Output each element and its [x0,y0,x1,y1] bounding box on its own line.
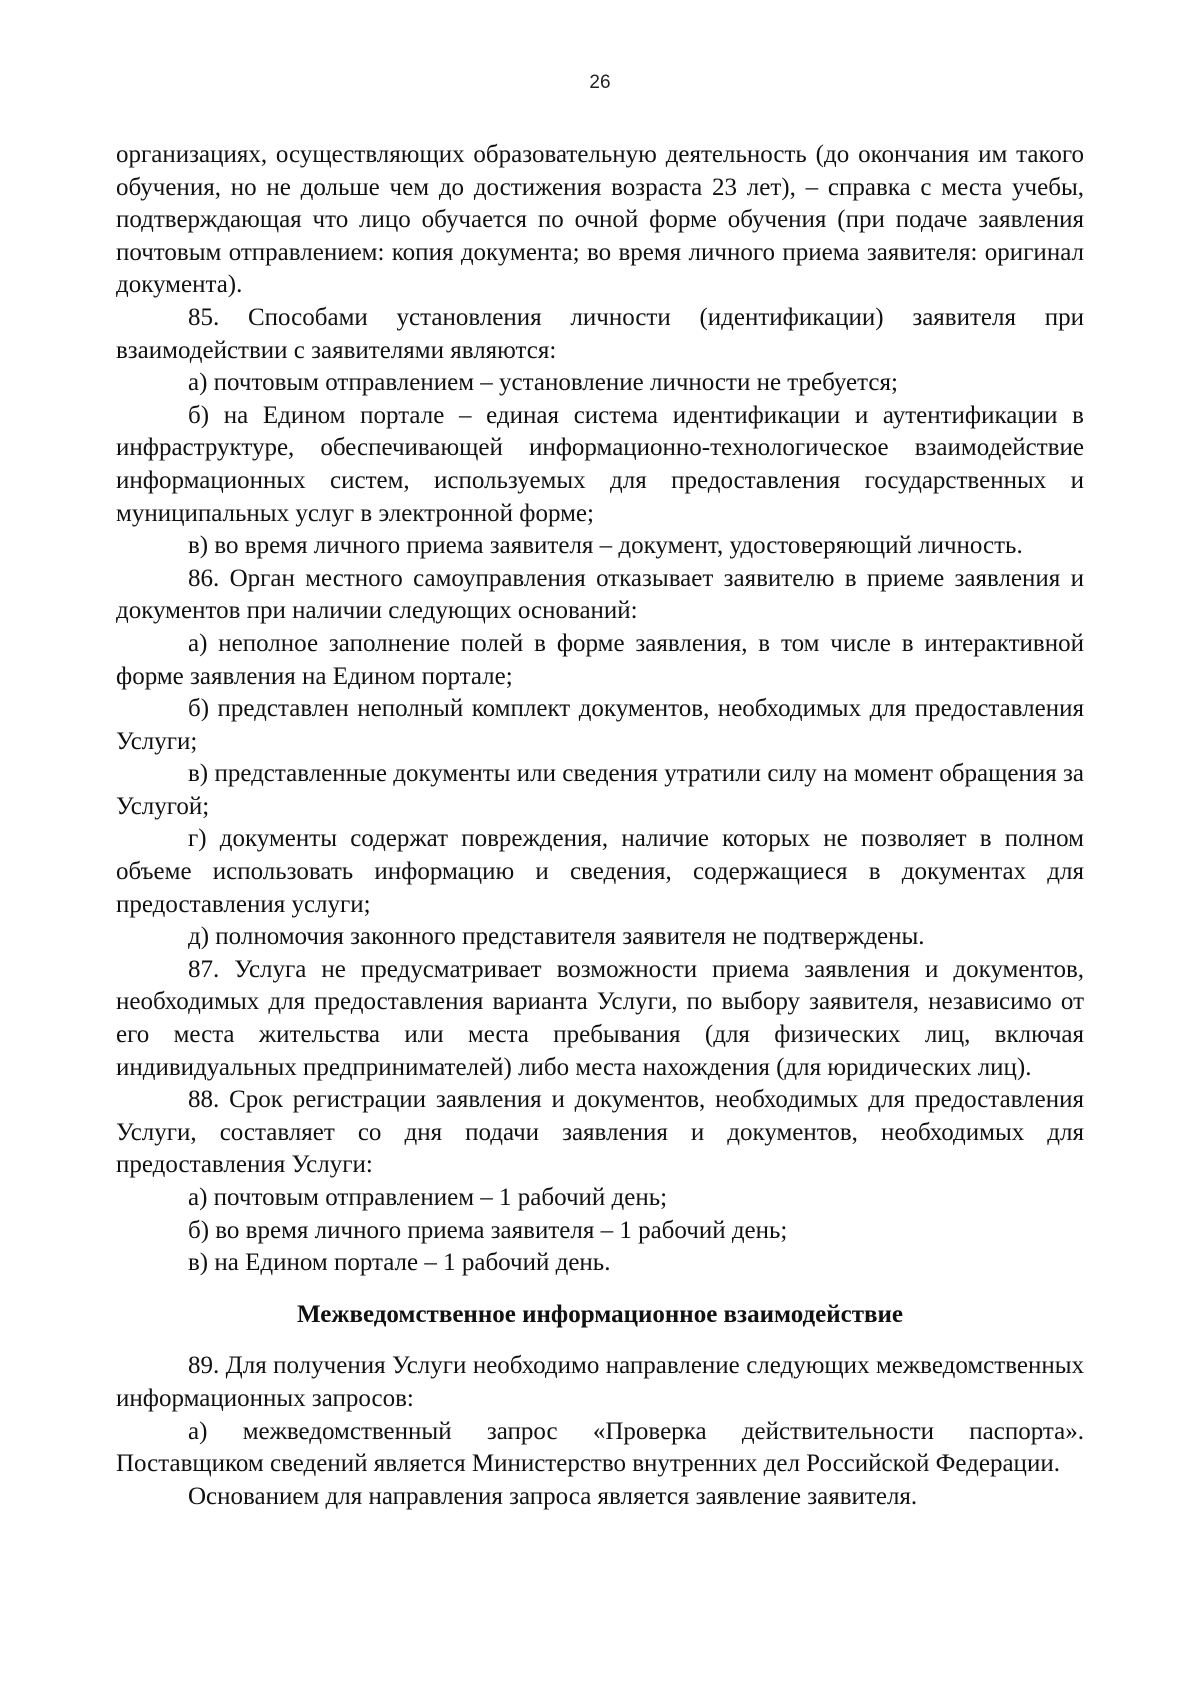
paragraph-86: 86. Орган местного самоуправления отказывает заявителю в приеме заявления и документов при наличии следующих оснований: [116,564,1084,625]
paragraph-85: 85. Способами установления личности (идентификации) заявителя при взаимодействии с заявителями являются: [116,303,1084,364]
list-item-85a: а) почтовым отправлением – установление личности не требуется; [188,369,898,397]
paragraph-89: 89. Для получения Услуги необходимо направление следующих межведомственных информационных запросов: [116,1352,1084,1412]
document-body [116,139,1084,1513]
list-item-86b: б) представлен неполный комплект документов, необходимых для предоставления Услуги; [116,695,1084,755]
list-item-89a: а) межведомственный запрос «Проверка действительности паспорта». Поставщиком сведений является Министерство внутренних дел Российской Федерации. [116,1417,1084,1478]
list-item-85b: б) на Едином портале – единая система идентификации и аутентификации в инфраструктуре, обеспечивающей информационно-технологическое взаимодействие информационных систем, используемых для предоставления государственных и муниципальных услуг в электронной форме; [116,401,1084,527]
list-item-86e: д) полномочия законного представителя заявителя не подтверждены. [188,923,925,951]
paragraph-87: 87. Услуга не предусматривает возможности приема заявления и документов, необходимых для предоставления варианта Услуги, по выбору заявителя, независимо от его места жительства или места пребывания (для физических лиц, включая индивидуальных предпринимателей) либо места нахождения (для юридических лиц). [116,955,1084,1081]
paragraph-request-basis: Основанием для направления запроса является заявление заявителя. [188,1482,918,1510]
list-item-86d: г) документы содержат повреждения, наличие которых не позволяет в полном объеме использовать информацию и сведения, содержащиеся в документах для предоставления услуги; [116,825,1084,918]
section-heading: Межведомственное информационное взаимодействие [297,1300,903,1328]
page-number: 26 [589,72,611,93]
list-item-88b: б) во время личного приема заявителя – 1 рабочий день; [188,1216,788,1244]
paragraph-88: 88. Срок регистрации заявления и документов, необходимых для предоставления Услуги, составляет со дня подачи заявления и документов, необходимых для предоставления Услуги: [116,1086,1084,1179]
list-item-88a: а) почтовым отправлением – 1 рабочий день; [188,1184,668,1211]
paragraph-continuation: организациях, осуществляющих образовательную деятельность (до окончания им такого обучения, но не дольше чем до достижения возраста 23 лет), – справка с места учебы, подтверждающая что лицо обучается по очной форме обучения (при подаче заявления почтовым отправлением: копия документа; во время личного приема заявителя: оригинал документа). [116,141,1084,299]
list-item-86a: а) неполное заполнение полей в форме заявления, в том числе в интерактивной форме заявления на Едином портале; [116,629,1084,690]
list-item-88c: в) на Едином портале – 1 рабочий день. [188,1249,611,1277]
list-item-86c: в) представленные документы или сведения утратили силу на момент обращения за Услугой; [116,760,1084,820]
list-item-85c: в) во время личного приема заявителя – документ, удостоверяющий личность. [188,532,1023,560]
